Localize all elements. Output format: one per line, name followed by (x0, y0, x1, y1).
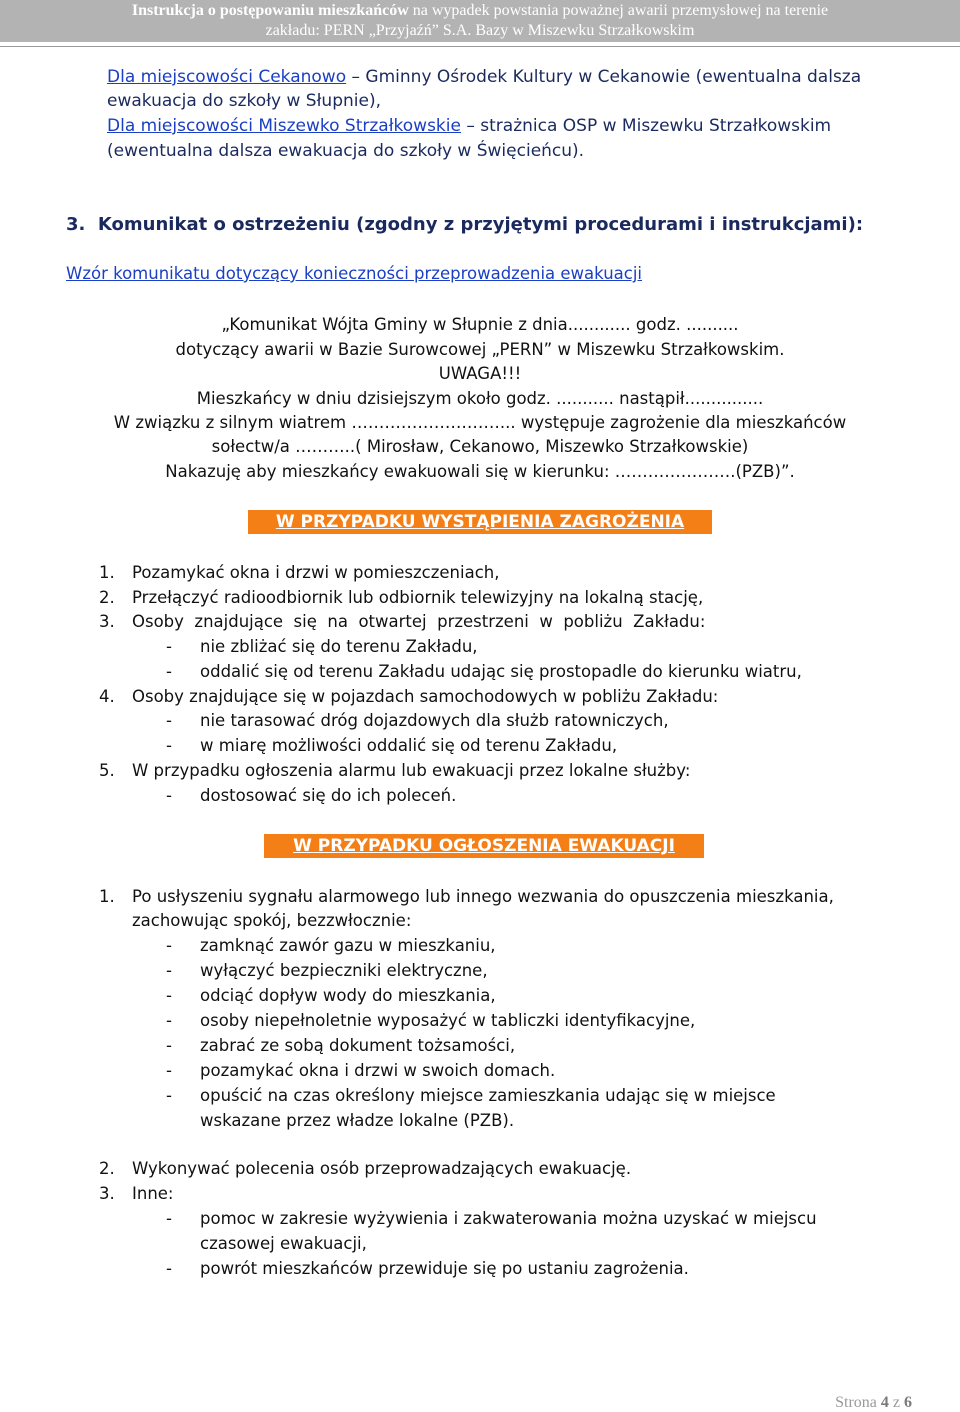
header-title-rest: na wypadek powstania poważnej awarii przemysłowej na terenie (408, 2, 829, 19)
dash-bullet: - (166, 986, 172, 1005)
evac-item-3 (99, 1183, 174, 1205)
item-number: 3. (99, 1184, 115, 1203)
header-divider (0, 46, 960, 47)
item-number: 1. (99, 563, 115, 582)
item-text: w miarę możliwości oddalić się od terenu Zakładu, (200, 736, 618, 755)
footer-of: z (888, 1394, 904, 1411)
evac-subitem (166, 1060, 555, 1082)
evac-subitem-cont: wskazane przez władze lokalne (PZB). (200, 1111, 515, 1130)
item-text: Inne: (132, 1184, 174, 1203)
evac-place-line-4: (ewentualna dalsza ewakuacja do szkoły w Święcieńcu). (107, 141, 585, 161)
item-number: 3. (99, 612, 115, 631)
item-text: opuścić na czas określony miejsce zamieszkania udając się w miejsce (200, 1086, 776, 1105)
evac-subitem (166, 1010, 695, 1032)
threat-subitem (166, 735, 617, 757)
item-number: 2. (99, 1159, 115, 1178)
item-text: W przypadku ogłoszenia alarmu lub ewakuacji przez lokalne służby: (132, 761, 691, 780)
item-number: 1. (99, 887, 115, 906)
other-subitem (166, 1208, 817, 1230)
template-link[interactable]: Wzór komunikatu dotyczący konieczności przeprowadzenia ewakuacji (66, 264, 643, 283)
evac-place-text: – Gminny Ośrodek Kultury w Cekanowie (ewentualna dalsza (346, 67, 862, 87)
item-text: dostosować się do ich poleceń. (200, 786, 457, 805)
total-pages: 6 (904, 1394, 912, 1411)
page-number: 4 (880, 1394, 889, 1411)
threat-subitem (166, 636, 478, 658)
item-text: nie tarasować dróg dojazdowych dla służb ratowniczych, (200, 711, 669, 730)
evac-item-1-cont: zachowując spokój, bezzwłocznie: (132, 911, 412, 930)
item-text: pomoc w zakresie wyżywienia i zakwaterowania można uzyskać w miejscu (200, 1209, 817, 1228)
dash-bullet: - (166, 1086, 172, 1105)
item-text: Osoby znajdujące się w pojazdach samochodowych w pobliżu Zakładu: (132, 687, 719, 706)
section-number: 3. (66, 214, 86, 235)
item-number: 5. (99, 761, 115, 780)
dash-bullet: - (166, 936, 172, 955)
item-text: zabrać ze sobą dokument tożsamości, (200, 1036, 516, 1055)
threat-subitem (166, 785, 456, 807)
evac-subitem (166, 1085, 776, 1107)
page-footer (835, 1394, 912, 1412)
cekanowo-link[interactable]: Dla miejscowości Cekanowo (107, 67, 347, 87)
message-line-7: Nakazuję aby mieszkańcy ewakuowali się w kierunku: ………………….(PZB)”. (165, 462, 795, 481)
item-text: powrót mieszkańców przewiduje się po ustaniu zagrożenia. (200, 1259, 689, 1278)
message-line-1: „Komunikat Wójta Gminy w Słupnie z dnia............ godz. .......... (221, 315, 739, 334)
item-number: 4. (99, 687, 115, 706)
evac-subitem (166, 1035, 515, 1057)
message-line-2: dotyczący awarii w Bazie Surowcowej „PERN” w Miszewku Strzałkowskim. (175, 340, 785, 359)
dash-bullet: - (166, 711, 172, 730)
item-text: oddalić się od terenu Zakładu udając się prostopadle do kierunku wiatru, (200, 662, 802, 681)
miszewko-link[interactable]: Dla miejscowości Miszewko Strzałkowskie (107, 116, 461, 136)
evac-subitem (166, 935, 496, 957)
dash-bullet: - (166, 1209, 172, 1228)
item-text: nie zbliżać się do terenu Zakładu, (200, 637, 478, 656)
threat-item-3 (99, 611, 705, 633)
threat-item-2 (99, 587, 703, 609)
header-title-bold: Instrukcja o postępowaniu mieszkańców (131, 2, 409, 19)
dash-bullet: - (166, 1259, 172, 1278)
header-line-1 (0, 0, 960, 21)
dash-bullet: - (166, 637, 172, 656)
evac-subitem (166, 985, 496, 1007)
item-text: Pozamykać okna i drzwi w pomieszczeniach, (132, 563, 500, 582)
message-line-5: W związku z silnym wiatrem ………………………... występuje zagrożenie dla mieszkańców (113, 413, 847, 432)
threat-item-4 (99, 686, 718, 708)
item-text: zamknąć zawór gazu w mieszkaniu, (200, 936, 496, 955)
item-number: 2. (99, 588, 115, 607)
evac-place-line-1 (107, 66, 861, 88)
dash-bullet: - (166, 1011, 172, 1030)
dash-bullet: - (166, 961, 172, 980)
threat-item-1 (99, 562, 499, 584)
other-subitem (166, 1258, 689, 1280)
evac-place-line-2: ewakuacja do szkoły w Słupnie), (107, 91, 381, 111)
section-title: Komunikat o ostrzeżeniu (zgodny z przyjętymi procedurami i instrukcjami): (97, 214, 864, 235)
document-header (0, 0, 960, 42)
threat-item-5 (99, 760, 690, 782)
dash-bullet: - (166, 1036, 172, 1055)
header-line-2: zakładu: PERN „Przyjaźń” S.A. Bazy w Miszewku Strzałkowskim (265, 22, 695, 39)
evac-item-2 (99, 1158, 631, 1180)
item-text: Przełączyć radioodbiornik lub odbiornik telewizyjny na lokalną stację, (132, 588, 704, 607)
dash-bullet: - (166, 736, 172, 755)
item-text: Po usłyszeniu sygnału alarmowego lub innego wezwania do opuszczenia mieszkania, (132, 887, 834, 906)
dash-bullet: - (166, 662, 172, 681)
item-text: pozamykać okna i drzwi w swoich domach. (200, 1061, 556, 1080)
threat-subitem (166, 661, 802, 683)
footer-label: Strona (835, 1394, 881, 1411)
evac-subitem (166, 960, 488, 982)
template-link-line (66, 263, 642, 285)
dash-bullet: - (166, 786, 172, 805)
evac-place-text: – strażnica OSP w Miszewku Strzałkowskim (460, 116, 832, 136)
evac-item-1 (99, 886, 834, 908)
threat-banner: W PRZYPADKU WYSTĄPIENIA ZAGROŻENIA (248, 510, 712, 534)
item-text: odciąć dopływ wody do mieszkania, (200, 986, 496, 1005)
dash-bullet: - (166, 1061, 172, 1080)
item-text: Wykonywać polecenia osób przeprowadzających ewakuację. (132, 1159, 632, 1178)
message-line-6: sołectw/a ………..( Mirosław, Cekanowo, Miszewko Strzałkowskie) (211, 437, 749, 456)
threat-subitem (166, 710, 669, 732)
section-3-heading (66, 214, 863, 235)
evacuation-banner: W PRZYPADKU OGŁOSZENIA EWAKUACJI (264, 834, 704, 858)
message-line-3: UWAGA!!! (438, 364, 522, 383)
message-line-4: Mieszkańcy w dniu dzisiejszym około godz. ........... nastąpił............... (196, 389, 764, 408)
other-subitem-cont: czasowej ewakuacji, (200, 1234, 367, 1253)
item-text: Osoby znajdujące się na otwartej przestrzeni w pobliżu Zakładu: (132, 612, 706, 631)
evac-place-line-3 (107, 115, 831, 137)
item-text: wyłączyć bezpieczniki elektryczne, (200, 961, 488, 980)
item-text: osoby niepełnoletnie wyposażyć w tabliczki identyfikacyjne, (200, 1011, 696, 1030)
